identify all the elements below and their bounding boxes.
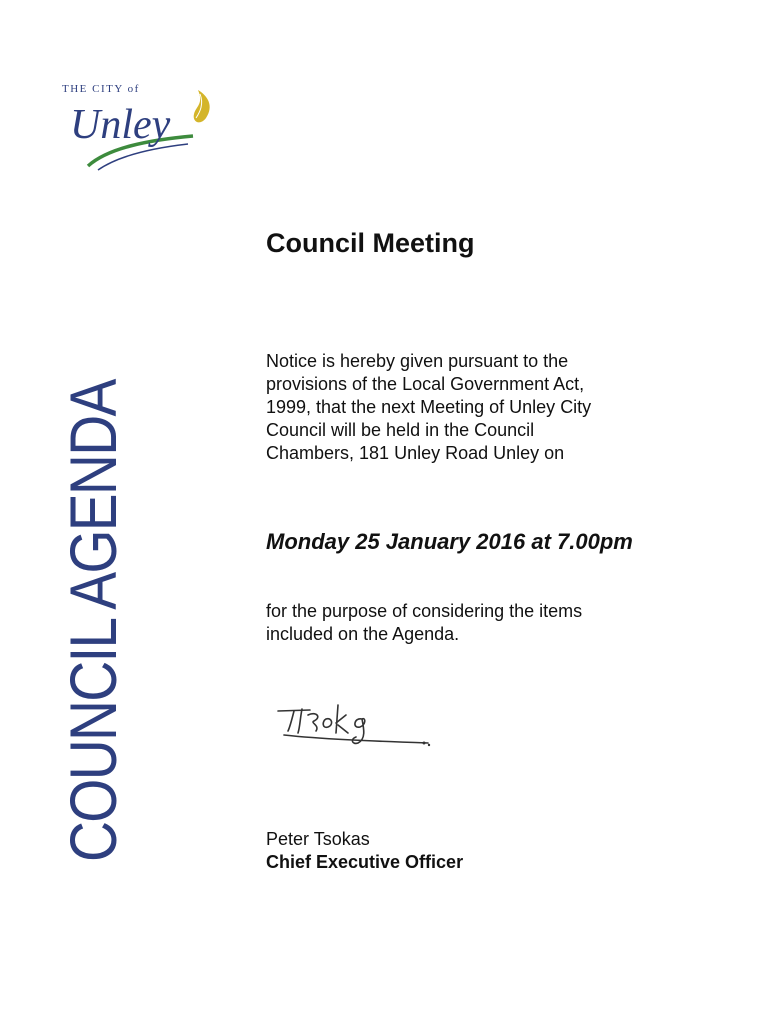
logo-top-text: THE CITY of (62, 83, 140, 95)
purpose-paragraph (266, 600, 582, 646)
purpose-line: included on the Agenda. (266, 624, 460, 644)
handwritten-signature (270, 695, 440, 755)
unley-logo-graphic (58, 78, 223, 188)
purpose-line: for the purpose of considering the items (266, 601, 583, 621)
meeting-date: Monday 25 January 2016 at 7.00pm (266, 529, 633, 554)
notice-line: Council will be held in the Council (266, 420, 535, 440)
city-of-unley-logo (58, 78, 223, 188)
signer-title: Chief Executive Officer (266, 852, 464, 872)
notice-line: Notice is hereby given pursuant to the (266, 351, 569, 371)
notice-line: Chambers, 181 Unley Road Unley on (266, 443, 565, 463)
logo-name: Unley (70, 102, 171, 148)
notice-paragraph (266, 350, 666, 465)
notice-line: provisions of the Local Government Act, (266, 374, 585, 394)
page-title: Council Meeting (266, 228, 475, 258)
signer-name: Peter Tsokas (266, 829, 370, 849)
notice-line: 1999, that the next Meeting of Unley City (266, 397, 592, 417)
side-title-council-agenda: COUNCIL AGENDA (56, 380, 130, 862)
